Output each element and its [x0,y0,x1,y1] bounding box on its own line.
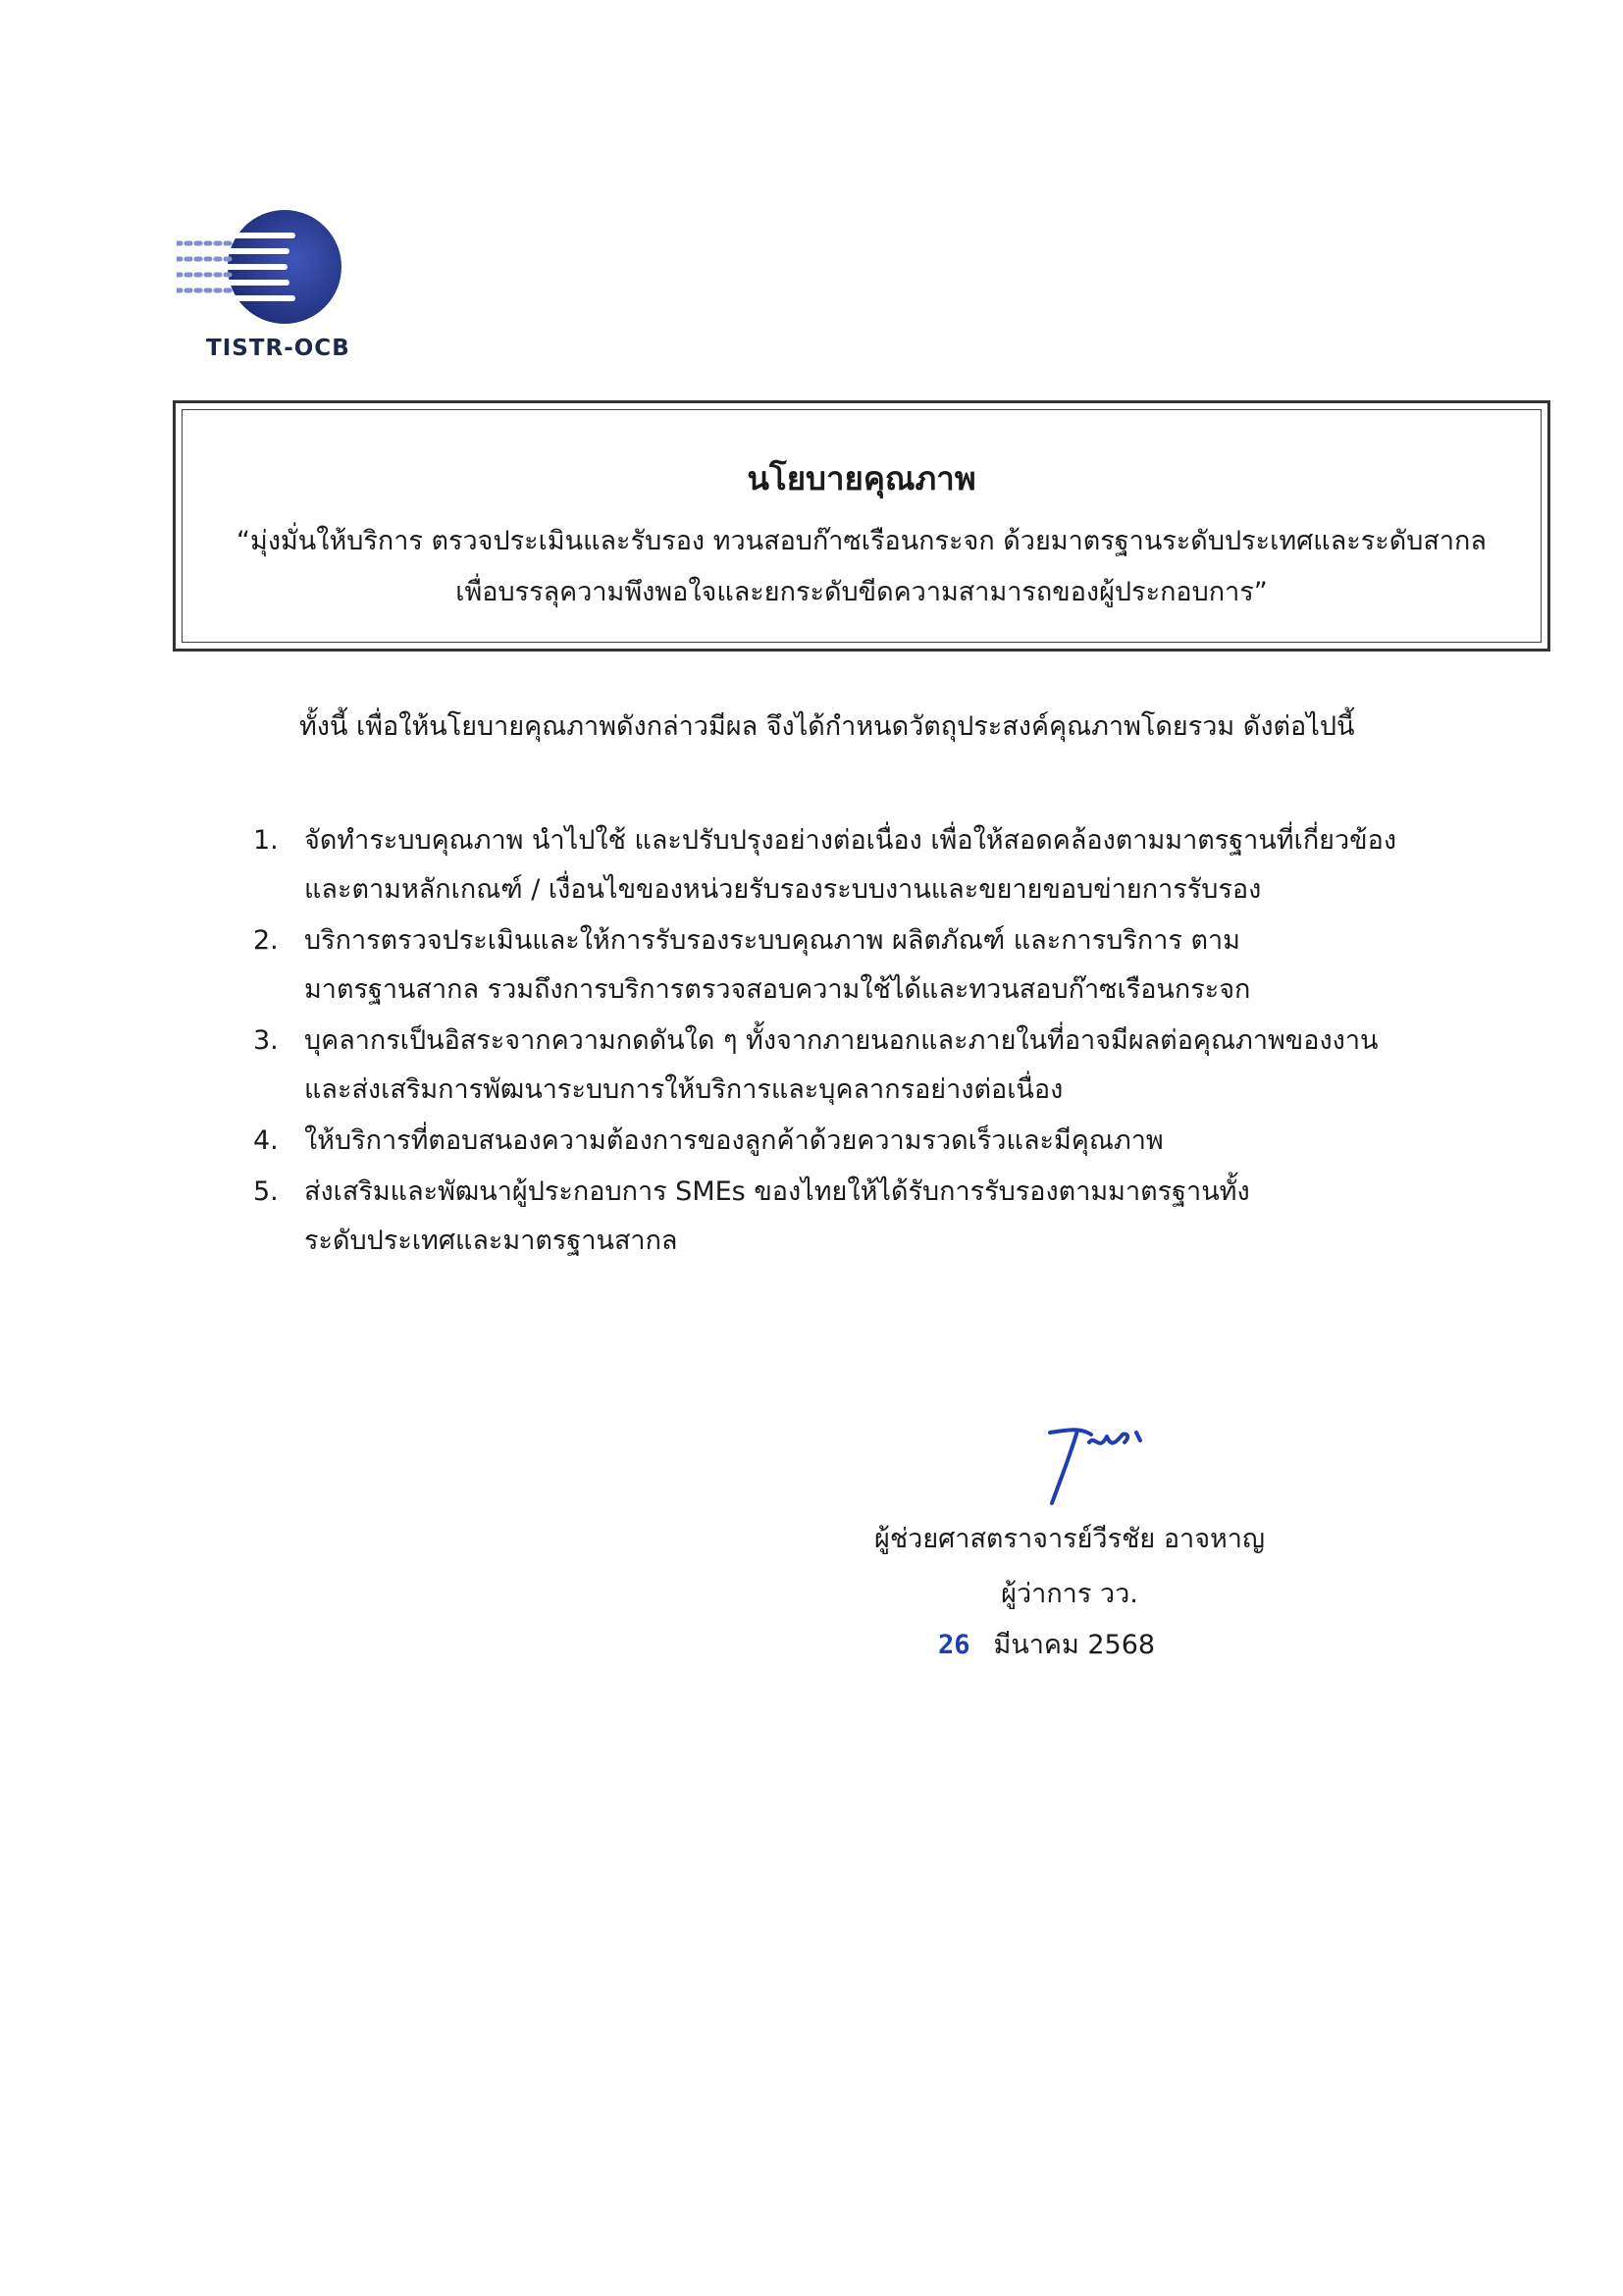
quality-objectives-list [253,816,1431,1268]
policy-statement-line-1: “มุ่งมั่นให้บริการ ตรวจประเมินและรับรอง ทวนสอบก๊าซเรือนกระจก ด้วยมาตรฐานระดับประเทศและระดับสากล [236,526,1487,556]
objective-item [253,1117,1431,1166]
date-day: 26 [938,1630,970,1660]
objective-number: 1. [253,825,279,856]
objective-text-line-2: และส่งเสริมการพัฒนาระบบการให้บริการและบุคลากรอย่างต่อเนื่อง [304,1074,1064,1105]
objective-item [253,1168,1431,1266]
objective-number: 3. [253,1025,279,1056]
objective-text-line-1: บุคลากรเป็นอิสระจากความกดดันใด ๆ ทั้งจากภายนอกและภายในที่อาจมีผลต่อคุณภาพของงาน [304,1025,1379,1056]
tistr-ocb-logo [177,196,353,373]
objective-text-line-2: มาตรฐานสากล รวมถึงการบริการตรวจสอบความใช้ได้และทวนสอบก๊าซเรือนกระจก [304,974,1251,1005]
objective-text-line-1: ให้บริการที่ตอบสนองความต้องการของลูกค้าด้วยความรวดเร็วและมีคุณภาพ [304,1125,1164,1156]
signer-name: ผู้ช่วยศาสตราจารย์วีรชัย อาจหาญ [874,1524,1265,1554]
objective-item [253,916,1431,1015]
objectives-intro: ทั้งนี้ เพื่อให้นโยบายคุณภาพดังกล่าวมีผล จึงได้กำหนดวัตถุประสงค์คุณภาพโดยรวม ดังต่อไปนี้ [299,711,1355,742]
objective-number: 4. [253,1125,279,1156]
objective-number: 5. [253,1176,279,1207]
objective-item [253,1017,1431,1115]
objective-item [253,816,1431,914]
objective-number: 2. [253,925,279,956]
objective-text-line-1: ส่งเสริมและพัฒนาผู้ประกอบการ SMEs ของไทยให้ได้รับการรับรองตามมาตรฐานทั้ง [304,1176,1250,1207]
date-month-year: มีนาคม 2568 [993,1630,1156,1660]
logo-globe-icon [177,196,353,343]
policy-statement-line-2: เพื่อบรรลุความพึงพอใจและยกระดับขีดความสามารถของผู้ประกอบการ” [455,577,1268,607]
objective-text-line-1: จัดทำระบบคุณภาพ นำไปใช้ และปรับปรุงอย่างต่อเนื่อง เพื่อให้สอดคล้องตามมาตรฐานที่เกี่ยวข้อง [304,825,1396,856]
signing-date [938,1623,1155,1665]
signer-position: ผู้ว่าการ วว. [1001,1579,1138,1609]
policy-title: นโยบายคุณภาพ [747,459,976,497]
handwritten-signature [1021,1413,1158,1521]
logo-text: TISTR-OCB [206,336,350,361]
objective-text-line-2: ระดับประเทศและมาตรฐานสากล [304,1226,678,1256]
objective-text-line-1: บริการตรวจประเมินและให้การรับรองระบบคุณภาพ ผลิตภัณฑ์ และการบริการ ตาม [304,925,1240,956]
quality-policy-box [173,400,1550,652]
objective-text-line-2: และตามหลักเกณฑ์ / เงื่อนไขของหน่วยรับรองระบบงานและขยายขอบข่ายการรับรอง [304,874,1262,905]
